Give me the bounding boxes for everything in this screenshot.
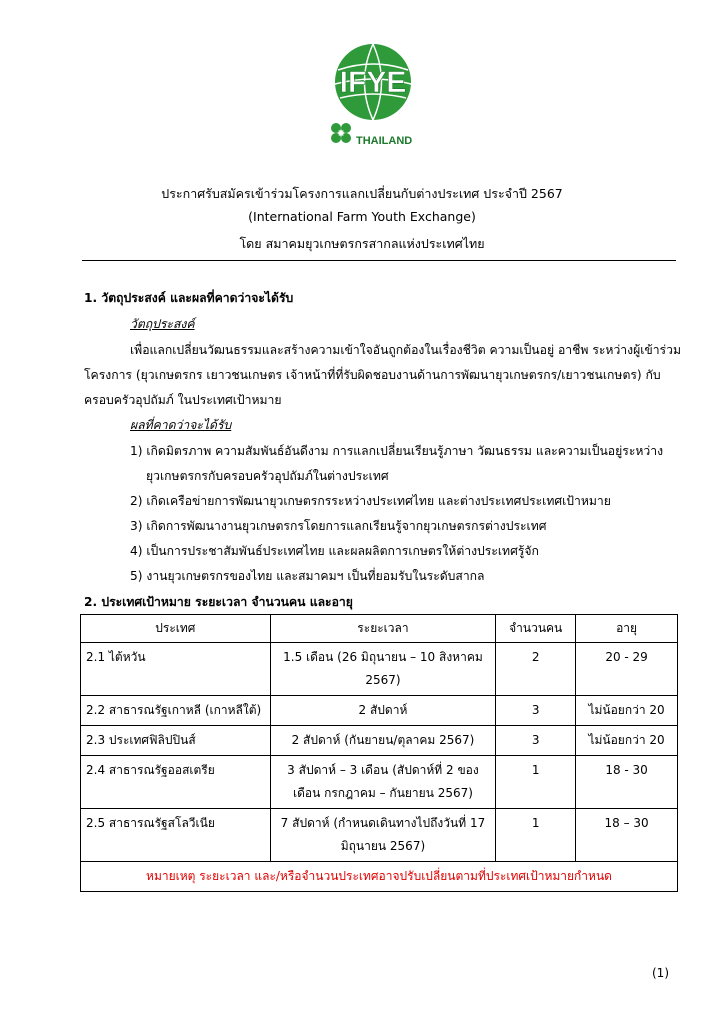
column-header-age: อายุ [576, 615, 678, 643]
table-row [81, 726, 678, 756]
ifye-thailand-logo [318, 40, 428, 155]
section1-heading: 1. วัตถุประสงค์ และผลที่คาดว่าจะได้รับ [84, 291, 294, 305]
expected-item-2: 2) เกิดเครือข่ายการพัฒนายุวเกษตรกรระหว่างประเทศไทย และต่างประเทศประเทศเป้าหมาย [130, 494, 611, 508]
cell-duration: 1.5 เดือน (26 มิถุนายน – 10 สิงหาคม 2567) [270, 643, 496, 696]
target-countries-table [80, 614, 678, 892]
table-row [81, 643, 678, 696]
svg-text:H: H [338, 129, 344, 138]
cell-duration: 2 สัปดาห์ [270, 696, 496, 726]
announcement-subtitle: (International Farm Youth Exchange) [248, 209, 476, 224]
table-header-row [81, 615, 678, 643]
expected-item-3: 3) เกิดการพัฒนางานยุวเกษตรกรโดยการแลกเรียนรู้จากยุวเกษตรกรต่างประเทศ [130, 519, 547, 533]
column-header-duration: ระยะเวลา [270, 615, 496, 643]
cell-count: 3 [496, 696, 576, 726]
cell-duration: 7 สัปดาห์ (กำหนดเดินทางไปถึงวันที่ 17 มิถุนายน 2567) [270, 809, 496, 862]
expected-item-1: 1) เกิดมิตรภาพ ความสัมพันธ์อันดีงาม การแลกเปลี่ยนเรียนรู้ภาษา วัฒนธรรม และความเป็นอยู่ระหว่าง [130, 444, 664, 458]
objective-line-3: ครอบครัวอุปถัมภ์ ในประเทศเป้าหมาย [84, 393, 282, 407]
table-row [81, 809, 678, 862]
cell-duration: 3 สัปดาห์ – 3 เดือน (สัปดาห์ที่ 2 ของเดือน กรกฎาคม – กันยายน 2567) [270, 756, 496, 809]
cell-count: 1 [496, 809, 576, 862]
logo-mark: IFYE [339, 66, 407, 99]
cell-age: ไม่น้อยกว่า 20 [576, 726, 678, 756]
cell-count: 1 [496, 756, 576, 809]
column-header-country: ประเทศ [81, 615, 271, 643]
expected-item-4: 4) เป็นการประชาสัมพันธ์ประเทศไทย และผลผลิตการเกษตรให้ต่างประเทศรู้จัก [130, 544, 539, 558]
section2-heading: 2. ประเทศเป้าหมาย ระยะเวลา จำนวนคน และอายุ [84, 595, 353, 609]
expected-item-1-cont: ยุวเกษตรกรกับครอบครัวอุปถัมภ์ในต่างประเทศ [146, 469, 389, 483]
cell-count: 2 [496, 643, 576, 696]
table-row [81, 756, 678, 809]
header-divider [82, 260, 676, 261]
announcement-org: โดย สมาคมยุวเกษตรกรสากลแห่งประเทศไทย [239, 236, 485, 251]
cell-country: 2.3 ประเทศฟิลิปปินส์ [81, 726, 271, 756]
page-number: (1) [652, 966, 669, 980]
cell-age: 18 – 30 [576, 809, 678, 862]
cell-age: 18 - 30 [576, 756, 678, 809]
objective-line-1: เพื่อแลกเปลี่ยนวัฒนธรรมและสร้างความเข้าใจอันถูกต้องในเรื่องชีวิต ความเป็นอยู่ อาชีพ ระหว่างผู้เข้าร่วม [130, 343, 681, 357]
cell-duration: 2 สัปดาห์ (กันยายน/ตุลาคม 2567) [270, 726, 496, 756]
logo-country: THAILAND [356, 135, 413, 147]
cell-country: 2.5 สาธารณรัฐสโลวีเนีย [81, 809, 271, 862]
objective-label: วัตถุประสงค์ [130, 317, 195, 331]
expected-item-5: 5) งานยุวเกษตรกรของไทย และสมาคมฯ เป็นที่ยอมรับในระดับสากล [130, 569, 485, 583]
cell-country: 2.4 สาธารณรัฐออสเตรีย [81, 756, 271, 809]
column-header-count: จำนวนคน [496, 615, 576, 643]
objective-line-2: โครงการ (ยุวเกษตรกร เยาวชนเกษตร เจ้าหน้าที่ที่รับผิดชอบงานด้านการพัฒนายุวเกษตรกร/เยาวชนเกษตร) กับ [84, 368, 661, 382]
cell-country: 2.1 ไต้หวัน [81, 643, 271, 696]
table-note: หมายเหตุ ระยะเวลา และ/หรือจำนวนประเทศอาจปรับเปลี่ยนตามที่ประเทศเป้าหมายกำหนด [81, 862, 678, 892]
announcement-title: ประกาศรับสมัครเข้าร่วมโครงการแลกเปลี่ยนกับต่างประเทศ ประจำปี 2567 [161, 186, 563, 201]
cell-age: 20 - 29 [576, 643, 678, 696]
clover-icon [331, 123, 351, 143]
cell-country: 2.2 สาธารณรัฐเกาหลี (เกาหลีใต้) [81, 696, 271, 726]
cell-count: 3 [496, 726, 576, 756]
expected-label: ผลที่คาดว่าจะได้รับ [130, 418, 232, 432]
table-row [81, 696, 678, 726]
cell-age: ไม่น้อยกว่า 20 [576, 696, 678, 726]
table-note-row [81, 862, 678, 892]
